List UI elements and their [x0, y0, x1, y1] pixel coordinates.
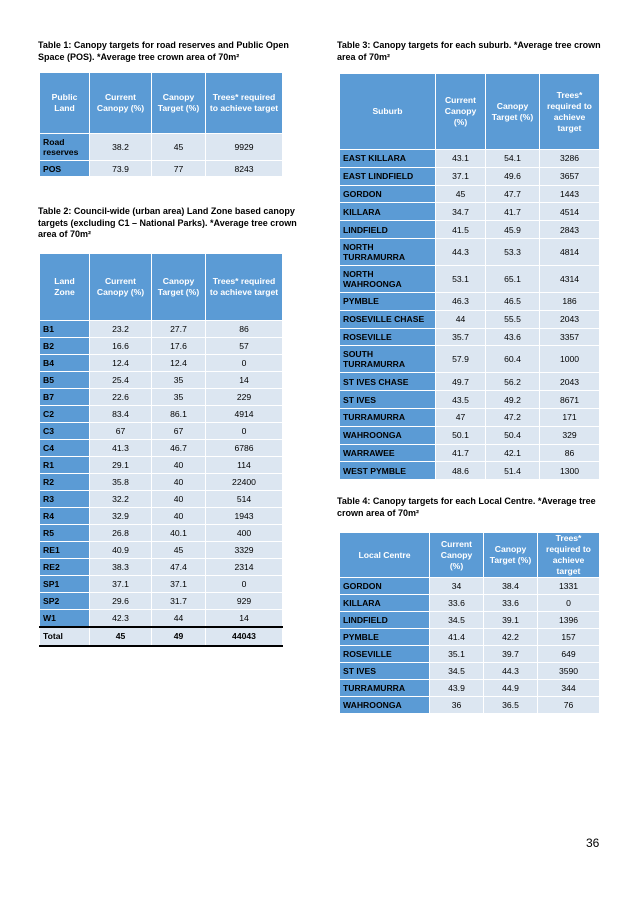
row-label: R5	[40, 525, 90, 542]
table-cell: 86	[206, 321, 283, 338]
table-cell: 3357	[540, 328, 600, 346]
column-header: Local Centre	[340, 533, 430, 578]
table-cell: 2043	[540, 310, 600, 328]
row-label: EAST LINDFIELD	[340, 167, 436, 185]
column-header: Canopy Target (%)	[484, 533, 538, 578]
table-cell: 34.5	[430, 663, 484, 680]
table-row	[340, 697, 600, 714]
table-row	[340, 612, 600, 629]
table-cell: 47	[436, 408, 486, 426]
table-cell: 25.4	[90, 372, 152, 389]
table-row	[40, 355, 283, 372]
column-header: Trees* required to achieve target	[540, 74, 600, 150]
table1-caption: Table 1: Canopy targets for road reserves and Public Open Space (POS). *Average tree crown area of 70m²	[38, 40, 289, 62]
table-cell: 45	[436, 185, 486, 203]
row-label: GORDON	[340, 578, 430, 595]
table-cell: 37.1	[90, 576, 152, 593]
table-cell: 50.1	[436, 426, 486, 444]
table-cell: 0	[206, 423, 283, 440]
table-cell: 41.7	[486, 203, 540, 221]
table-row	[340, 265, 600, 292]
table-cell: 0	[538, 595, 600, 612]
table-cell: 43.6	[486, 328, 540, 346]
table-cell: 14	[206, 372, 283, 389]
table3-caption: Table 3: Canopy targets for each suburb. *Average tree crown area of 70m²	[337, 40, 601, 62]
table-row	[40, 440, 283, 457]
table-cell: 40.1	[152, 525, 206, 542]
table-row	[40, 457, 283, 474]
row-label: EAST KILLARA	[340, 150, 436, 168]
table-cell: 4914	[206, 406, 283, 423]
table1	[39, 72, 283, 177]
table-row	[40, 525, 283, 542]
column-header: Suburb	[340, 74, 436, 150]
row-label: WEST PYMBLE	[340, 462, 436, 480]
total-row	[40, 627, 283, 646]
table-cell: 42.1	[486, 444, 540, 462]
table-cell: 42.2	[484, 629, 538, 646]
row-label: WAHROONGA	[340, 426, 436, 444]
table-cell: 38.4	[484, 578, 538, 595]
table-cell: 49.2	[486, 391, 540, 409]
table-cell: 171	[540, 408, 600, 426]
column-header: Trees* required to achieve target	[206, 73, 283, 134]
table-cell: 9929	[206, 134, 283, 161]
table-cell: 400	[206, 525, 283, 542]
table-row	[340, 310, 600, 328]
table-cell: 1396	[538, 612, 600, 629]
row-label: RE2	[40, 559, 90, 576]
total-label: Total	[40, 627, 90, 646]
table-cell: 1943	[206, 508, 283, 525]
table-cell: 3329	[206, 542, 283, 559]
row-label: RE1	[40, 542, 90, 559]
table-cell: 41.5	[436, 221, 486, 239]
table-cell: 34.5	[430, 612, 484, 629]
table-cell: 186	[540, 292, 600, 310]
table-cell: 43.9	[430, 680, 484, 697]
table-cell: 32.9	[90, 508, 152, 525]
row-label: B7	[40, 389, 90, 406]
table-cell: 3590	[538, 663, 600, 680]
row-label: NORTH TURRAMURRA	[340, 238, 436, 265]
table-cell: 47.7	[486, 185, 540, 203]
table-cell: 33.6	[484, 595, 538, 612]
table-cell: 46.7	[152, 440, 206, 457]
row-label: SP1	[40, 576, 90, 593]
table-row	[340, 238, 600, 265]
table-cell: 35.7	[436, 328, 486, 346]
table-cell: 4814	[540, 238, 600, 265]
table-row	[40, 474, 283, 491]
row-label: C2	[40, 406, 90, 423]
table-row	[340, 292, 600, 310]
table-row	[340, 391, 600, 409]
table-cell: 157	[538, 629, 600, 646]
table-cell: 45.9	[486, 221, 540, 239]
table-row	[40, 372, 283, 389]
table-cell: 54.1	[486, 150, 540, 168]
table-cell: 76	[538, 697, 600, 714]
table-cell: 83.4	[90, 406, 152, 423]
table-cell: 44.3	[484, 663, 538, 680]
table-row	[340, 328, 600, 346]
table-cell: 35.1	[430, 646, 484, 663]
table-cell: 229	[206, 389, 283, 406]
table-cell: 40	[152, 508, 206, 525]
table-cell: 22400	[206, 474, 283, 491]
table-cell: 86	[540, 444, 600, 462]
page-number: 36	[586, 836, 600, 850]
table-cell: 35.8	[90, 474, 152, 491]
table-cell: 14	[206, 610, 283, 627]
table2	[39, 253, 283, 647]
table-row	[340, 426, 600, 444]
table-cell: 40	[152, 491, 206, 508]
table-row	[340, 680, 600, 697]
table-cell: 45	[152, 134, 206, 161]
table-cell: 344	[538, 680, 600, 697]
row-label: SOUTH TURRAMURRA	[340, 346, 436, 373]
table-cell: 50.4	[486, 426, 540, 444]
table-cell: 39.7	[484, 646, 538, 663]
table-row	[340, 203, 600, 221]
table-cell: 8671	[540, 391, 600, 409]
table-row	[40, 576, 283, 593]
table-row	[340, 373, 600, 391]
row-label: SP2	[40, 593, 90, 610]
table-cell: 2314	[206, 559, 283, 576]
row-label: W1	[40, 610, 90, 627]
table-cell: 41.4	[430, 629, 484, 646]
table-cell: 16.6	[90, 338, 152, 355]
table-cell: 44.3	[436, 238, 486, 265]
table-row	[340, 462, 600, 480]
table-cell: 31.7	[152, 593, 206, 610]
table-row	[40, 559, 283, 576]
table-cell: 27.7	[152, 321, 206, 338]
row-label: PYMBLE	[340, 629, 430, 646]
table-cell: 43.1	[436, 150, 486, 168]
table-cell: 12.4	[90, 355, 152, 372]
row-label: LINDFIELD	[340, 221, 436, 239]
table-cell: 8243	[206, 161, 283, 177]
row-label: C3	[40, 423, 90, 440]
table-row	[340, 408, 600, 426]
total-cell: 44043	[206, 627, 283, 646]
column-header: Canopy Target (%)	[486, 74, 540, 150]
table-cell: 4514	[540, 203, 600, 221]
table-cell: 49.7	[436, 373, 486, 391]
table-cell: 0	[206, 576, 283, 593]
table-cell: 37.1	[152, 576, 206, 593]
table4-caption: Table 4: Canopy targets for each Local Centre. *Average tree crown area of 70m²	[337, 496, 596, 518]
row-label: ROSEVILLE	[340, 646, 430, 663]
table-cell: 34	[430, 578, 484, 595]
table-row	[340, 167, 600, 185]
table-cell: 6786	[206, 440, 283, 457]
table-cell: 57.9	[436, 346, 486, 373]
table-cell: 35	[152, 372, 206, 389]
table-cell: 35	[152, 389, 206, 406]
row-label: R1	[40, 457, 90, 474]
column-header: Current Canopy (%)	[90, 73, 152, 134]
row-label: ST IVES	[340, 391, 436, 409]
table-cell: 649	[538, 646, 600, 663]
table-row	[40, 610, 283, 627]
row-label: KILLARA	[340, 203, 436, 221]
row-label: KILLARA	[340, 595, 430, 612]
table-cell: 38.2	[90, 134, 152, 161]
table-cell: 41.3	[90, 440, 152, 457]
table-cell: 77	[152, 161, 206, 177]
column-header: Trees* required to achieve target	[538, 533, 600, 578]
table-cell: 1443	[540, 185, 600, 203]
table-cell: 53.3	[486, 238, 540, 265]
table-cell: 38.3	[90, 559, 152, 576]
table-row	[340, 185, 600, 203]
column-header: Trees* required to achieve target	[206, 254, 283, 321]
table-cell: 55.5	[486, 310, 540, 328]
row-label: ST IVES	[340, 663, 430, 680]
table-row	[340, 578, 600, 595]
row-label: R3	[40, 491, 90, 508]
table-row	[340, 150, 600, 168]
table-cell: 44	[436, 310, 486, 328]
table-row	[340, 444, 600, 462]
table-row	[340, 663, 600, 680]
row-label: B5	[40, 372, 90, 389]
table-row	[40, 338, 283, 355]
table-cell: 65.1	[486, 265, 540, 292]
table4	[339, 532, 600, 714]
row-label: Road reserves	[40, 134, 90, 161]
table-cell: 1000	[540, 346, 600, 373]
row-label: GORDON	[340, 185, 436, 203]
table-cell: 12.4	[152, 355, 206, 372]
column-header: Current Canopy (%)	[430, 533, 484, 578]
row-label: R2	[40, 474, 90, 491]
table-cell: 42.3	[90, 610, 152, 627]
table-cell: 51.4	[486, 462, 540, 480]
table-cell: 23.2	[90, 321, 152, 338]
table-cell: 47.2	[486, 408, 540, 426]
table-row	[40, 593, 283, 610]
table-cell: 41.7	[436, 444, 486, 462]
table-cell: 47.4	[152, 559, 206, 576]
table-cell: 1331	[538, 578, 600, 595]
table-cell: 46.5	[486, 292, 540, 310]
table-cell: 29.1	[90, 457, 152, 474]
table-cell: 49.6	[486, 167, 540, 185]
table-cell: 67	[152, 423, 206, 440]
table-row	[40, 542, 283, 559]
table-cell: 32.2	[90, 491, 152, 508]
table-cell: 33.6	[430, 595, 484, 612]
total-cell: 49	[152, 627, 206, 646]
table-cell: 53.1	[436, 265, 486, 292]
row-label: PYMBLE	[340, 292, 436, 310]
table3	[339, 73, 600, 480]
table-cell: 86.1	[152, 406, 206, 423]
table-cell: 22.6	[90, 389, 152, 406]
table-cell: 1300	[540, 462, 600, 480]
table-cell: 2043	[540, 373, 600, 391]
table-cell: 2843	[540, 221, 600, 239]
table-cell: 929	[206, 593, 283, 610]
table-row	[340, 595, 600, 612]
table-cell: 67	[90, 423, 152, 440]
row-label: TURRAMURRA	[340, 680, 430, 697]
row-label: WAHROONGA	[340, 697, 430, 714]
table-cell: 4314	[540, 265, 600, 292]
table-cell: 56.2	[486, 373, 540, 391]
column-header: Public Land	[40, 73, 90, 134]
table-cell: 329	[540, 426, 600, 444]
table-row	[40, 406, 283, 423]
table-cell: 60.4	[486, 346, 540, 373]
table-cell: 48.6	[436, 462, 486, 480]
row-label: POS	[40, 161, 90, 177]
column-header: Canopy Target (%)	[152, 254, 206, 321]
table-cell: 39.1	[484, 612, 538, 629]
table-cell: 29.6	[90, 593, 152, 610]
table-row	[40, 134, 283, 161]
table-cell: 44.9	[484, 680, 538, 697]
table-cell: 0	[206, 355, 283, 372]
row-label: TURRAMURRA	[340, 408, 436, 426]
table-cell: 45	[152, 542, 206, 559]
table-cell: 43.5	[436, 391, 486, 409]
table-cell: 37.1	[436, 167, 486, 185]
table-cell: 3286	[540, 150, 600, 168]
table-cell: 57	[206, 338, 283, 355]
row-label: B2	[40, 338, 90, 355]
row-label: R4	[40, 508, 90, 525]
table-cell: 46.3	[436, 292, 486, 310]
table-row	[40, 508, 283, 525]
table-cell: 40.9	[90, 542, 152, 559]
total-cell: 45	[90, 627, 152, 646]
column-header: Land Zone	[40, 254, 90, 321]
table-row	[40, 389, 283, 406]
table-cell: 73.9	[90, 161, 152, 177]
row-label: ROSEVILLE CHASE	[340, 310, 436, 328]
table-cell: 36.5	[484, 697, 538, 714]
row-label: ROSEVILLE	[340, 328, 436, 346]
table-row	[340, 629, 600, 646]
table2-caption: Table 2: Council-wide (urban area) Land Zone based canopy targets (excluding C1 – National Parks). *Average tree crown area of 70m²	[38, 206, 297, 239]
row-label: B4	[40, 355, 90, 372]
table-cell: 114	[206, 457, 283, 474]
table-row	[40, 491, 283, 508]
table-row	[40, 423, 283, 440]
row-label: B1	[40, 321, 90, 338]
table-cell: 44	[152, 610, 206, 627]
column-header: Current Canopy (%)	[90, 254, 152, 321]
table-cell: 36	[430, 697, 484, 714]
table-cell: 34.7	[436, 203, 486, 221]
table-cell: 26.8	[90, 525, 152, 542]
row-label: C4	[40, 440, 90, 457]
table-row	[340, 346, 600, 373]
column-header: Canopy Target (%)	[152, 73, 206, 134]
column-header: Current Canopy (%)	[436, 74, 486, 150]
table-cell: 17.6	[152, 338, 206, 355]
row-label: LINDFIELD	[340, 612, 430, 629]
table-row	[340, 221, 600, 239]
table-cell: 40	[152, 457, 206, 474]
table-cell: 40	[152, 474, 206, 491]
table-row	[40, 161, 283, 177]
row-label: NORTH WAHROONGA	[340, 265, 436, 292]
row-label: ST IVES CHASE	[340, 373, 436, 391]
table-cell: 3657	[540, 167, 600, 185]
table-row	[40, 321, 283, 338]
table-cell: 514	[206, 491, 283, 508]
table-row	[340, 646, 600, 663]
row-label: WARRAWEE	[340, 444, 436, 462]
